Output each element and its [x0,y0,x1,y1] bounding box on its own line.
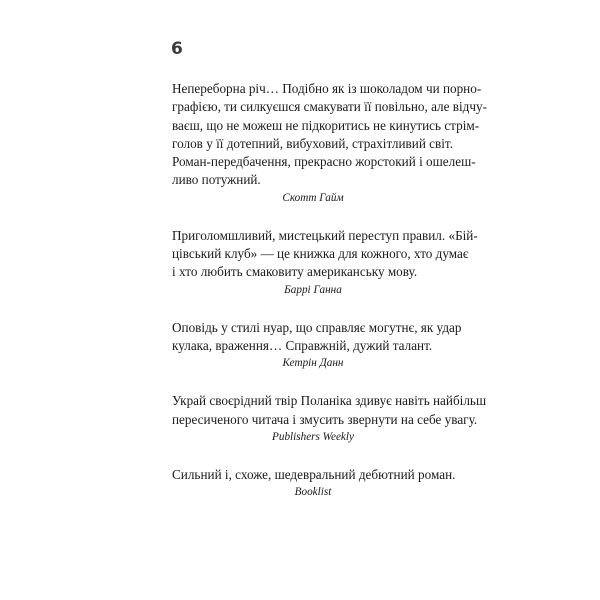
quote-line: цівський клуб» — це книжка для кожного, хто думає [172,246,469,262]
quote-line: графією, ти силкуєшся смакувати її повільно, але відчу- [172,99,488,115]
quote-text [172,227,478,282]
quote-item [172,227,478,298]
quote-line: ваєш, що не можеш не підкоритись не кинутись стрім- [172,117,480,133]
quote-author: Кетрін Данн [282,357,344,370]
quote-line: і хто любить смаковиту американську мову. [172,264,418,280]
quote-item [172,80,488,206]
quote-author: Баррі Ганна [284,283,342,296]
quote-line: Украй своєрідний твір Поланіка здивує навіть найбільш [172,393,487,409]
quote-line: Роман-передбачення, прекрасно жорстокий і ошелеш- [172,154,476,170]
quote-author: Booklist [294,486,332,499]
quote-text [172,80,488,190]
quote-text [172,392,487,429]
quote-line: кулака, враження… Справжній, дужий талант. [172,337,433,353]
quote-line: Непереборна річ… Подібно як із шоколадом чи порно- [172,81,482,96]
quote-line: ливо потужний. [172,172,261,188]
quote-item [172,392,487,445]
quote-author: Publishers Weekly [272,430,354,443]
quote-author: Скотт Гайм [282,191,344,204]
quote-line: Сильний і, схоже, шедевральний дебютний роман. [172,466,456,482]
quote-line: Оповідь у стилі нуар, що справляє могутнє, як удар [172,319,462,335]
praise-quotes [172,80,488,521]
quote-line: голов у її дотепний, вибуховий, страхітливий світ. [172,135,453,151]
page-number: 6 [171,39,183,59]
quote-text [172,319,462,356]
quote-item [172,319,462,372]
quote-line: пересиченого читача і змусить звернути на себе увагу. [172,411,478,427]
quote-item [172,466,454,500]
quote-text [172,466,454,484]
quote-line: Приголомшливий, мистецький переступ правил. «Бій- [172,227,478,243]
